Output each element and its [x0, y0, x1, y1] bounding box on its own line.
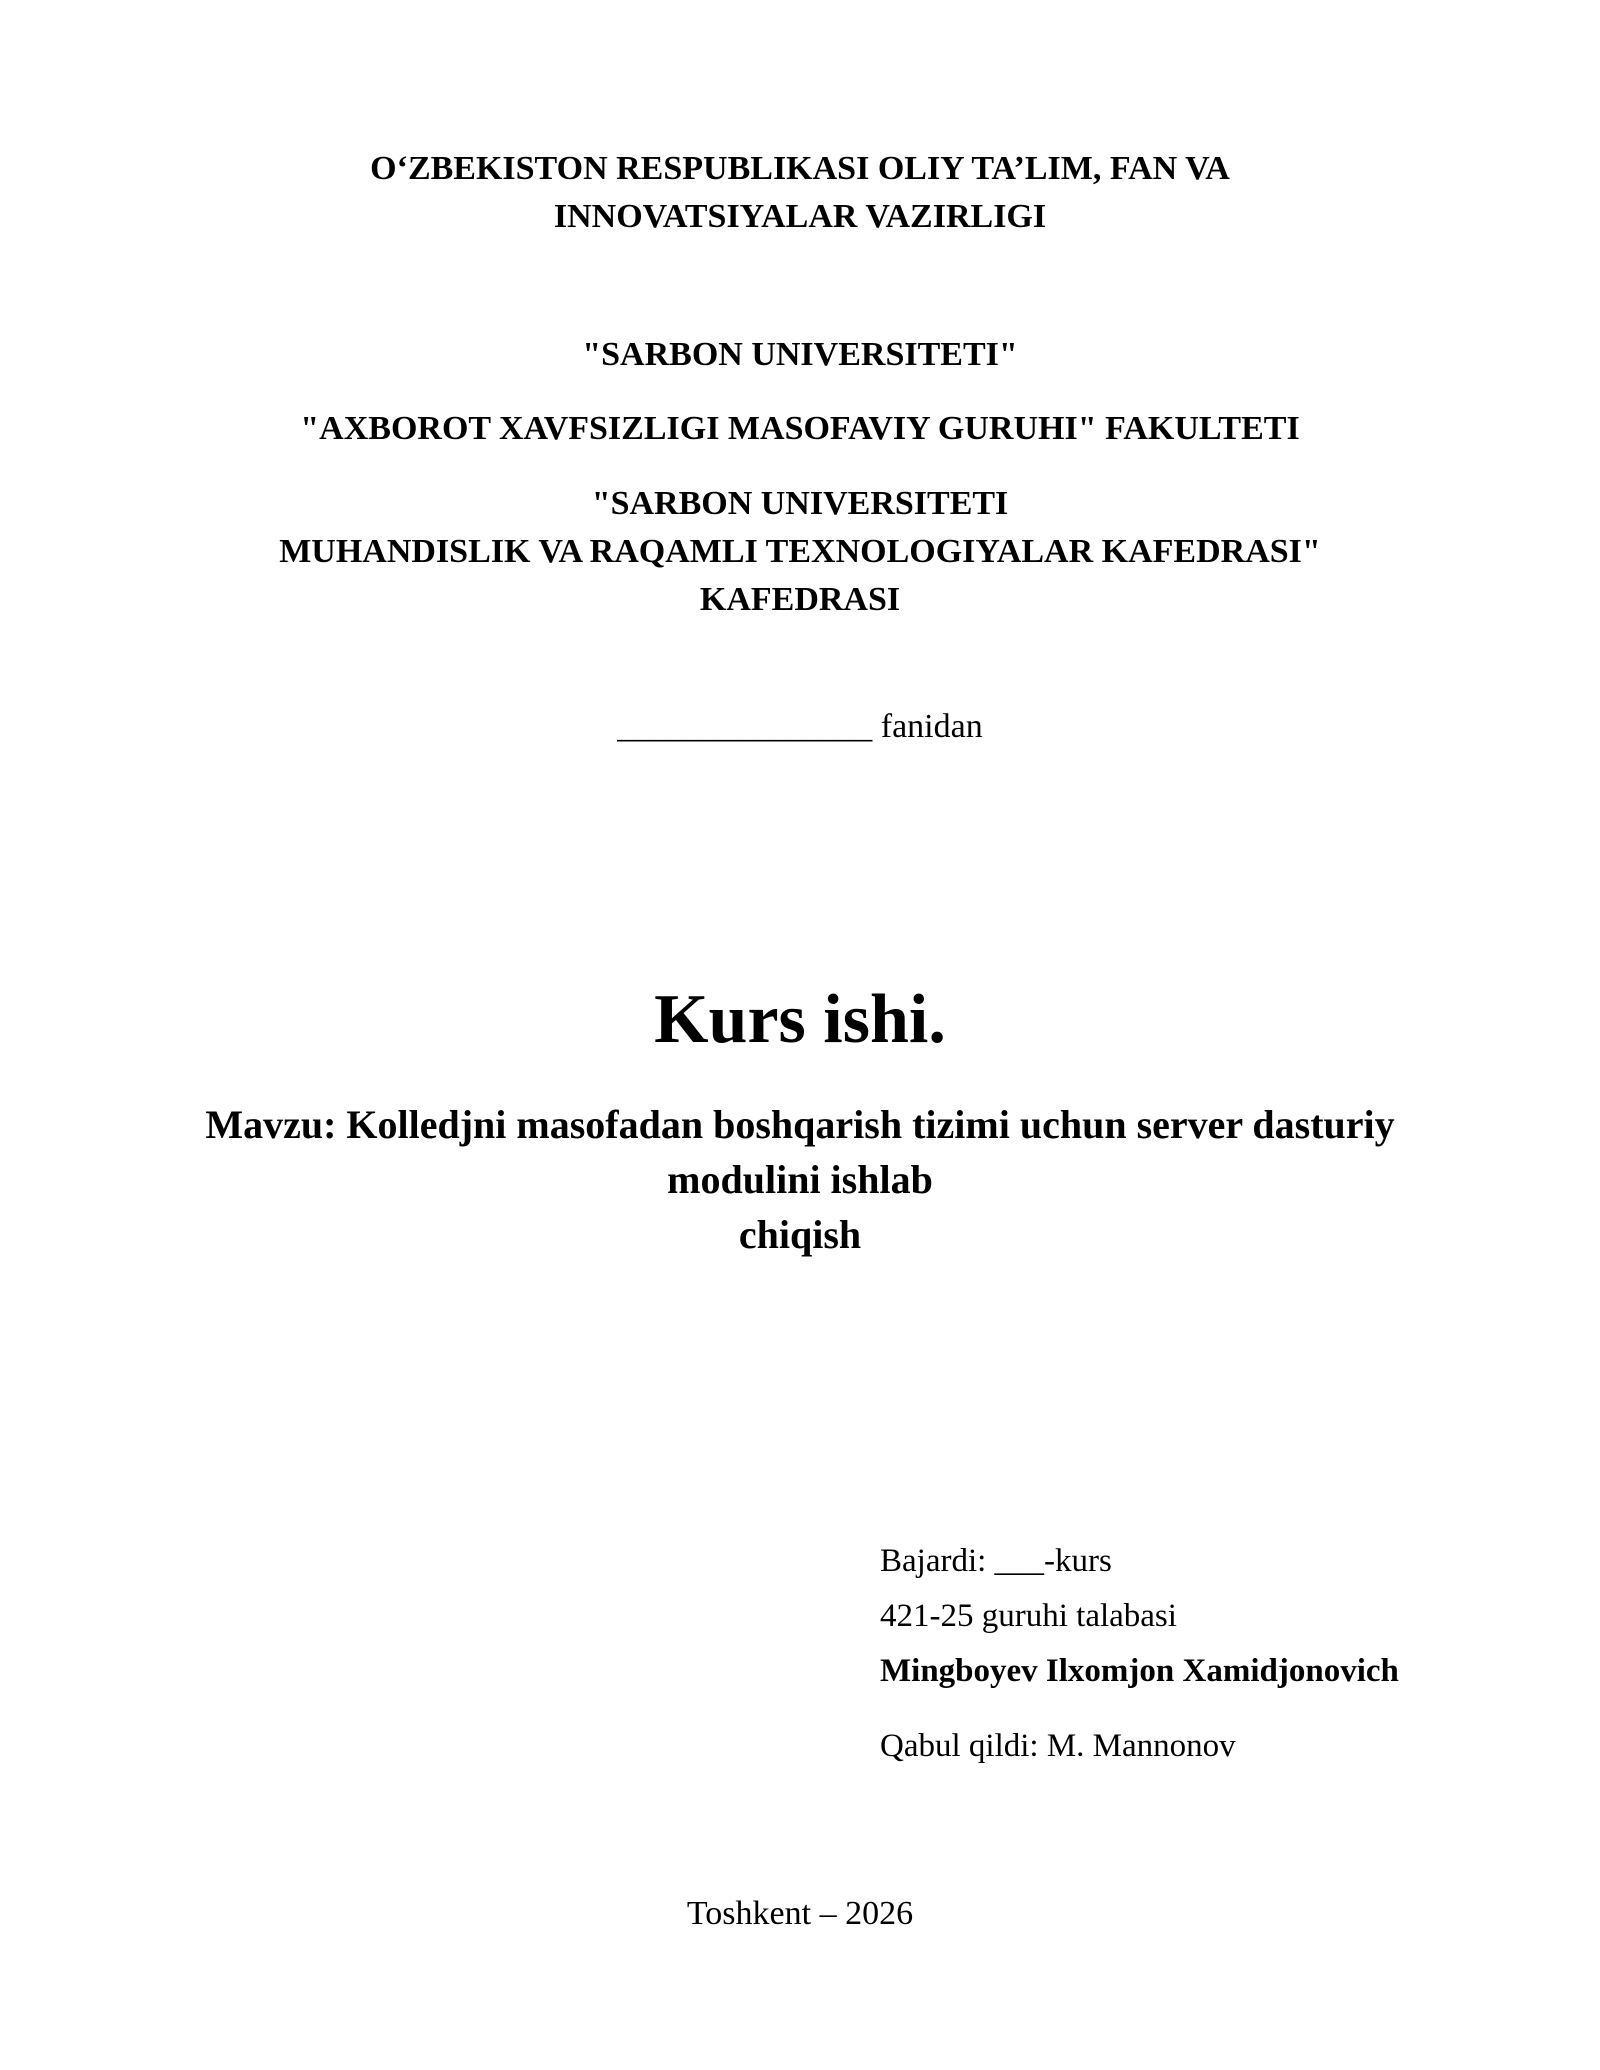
performer-group: 421-25 guruhi talabasi — [880, 1598, 1177, 1634]
performer-name: Mingboyev Ilxomjon Xamidjonovich — [880, 1653, 1399, 1689]
ministry-line-1: O‘ZBEKISTON RESPUBLIKASI OLIY TA’LIM, FAN VA — [370, 150, 1230, 187]
accepted-by: Qabul qildi: M. Mannonov — [880, 1728, 1236, 1764]
subject-suffix: fanidan — [872, 708, 983, 745]
department-line-2: MUHANDISLIK VA RAQAMLI TEXNOLOGIYALAR KAFEDRASI" — [279, 533, 1321, 570]
subject-blank: _______________ — [617, 708, 873, 745]
topic-line-1: Mavzu: Kolledjni masofadan boshqarish tizimi uchun server dasturiy — [205, 1102, 1395, 1147]
performer-course: Bajardi: ___-kurs — [880, 1543, 1112, 1579]
subject-line — [0, 708, 1600, 746]
faculty-name: "AXBOROT XAVFSIZLIGI MASOFAVIY GURUHI" FAKULTETI — [300, 410, 1300, 447]
department-line-3: KAFEDRASI — [699, 581, 901, 618]
topic-line-3: chiqish — [738, 1212, 862, 1257]
topic-line-2: modulini ishlab — [667, 1157, 933, 1202]
work-type-title: Kurs ishi. — [654, 981, 946, 1058]
ministry-line-2: INNOVATSIYALAR VAZIRLIGI — [553, 198, 1047, 235]
university-name: "SARBON UNIVERSITETI" — [582, 336, 1018, 373]
place-and-year: Toshkent – 2026 — [686, 1895, 914, 1932]
department-line-1: "SARBON UNIVERSITETI — [591, 485, 1009, 522]
